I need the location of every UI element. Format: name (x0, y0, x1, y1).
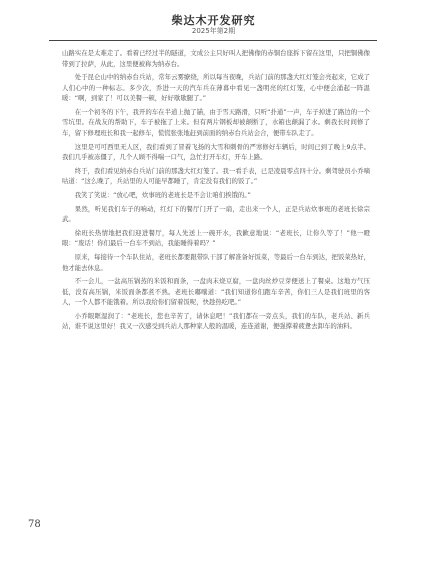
journal-title: 柴达木开发研究 (171, 14, 256, 27)
body-paragraph: 在一个初冬的下午，我开的车在半道上抛了锚，由于雪天路滑，只听“扑通”一声，车子掉进了路边的一个雪坑里。在战友的帮助下，车子被拖了上来。但有两片钢板却被颠断了，水箱也颠漏了水。剩我长时间修了车，留下修理班长和我一起修车，慌慌张张地赶到前面的纳赤台兵站会合，便带车队走了。 (62, 107, 370, 137)
body-paragraph: 不一会儿，一盆高压锅蒸的米饭和面条，一盘肉末烧豆腐，一盘肉丝炒豆芽便送上了餐桌。这地方气压低，没有高压锅，米饭面条都煮不熟。老班长嘟囔道：“我们知道你们跑车辛苦，你们三人是我们班里的客人，一个人都不能饿着。所以我给你们留着饭呢，快趁热吃吧。” (62, 277, 370, 307)
body-paragraph: 山路实在是太难走了。看着已经过半的隧道，文成公主只好叫人把佛像的赤铜台座拆下留在这里，只把铜佛像带到了拉萨，从此，这里便被称为纳赤台。 (62, 49, 370, 68)
body-paragraph: 果然，听见我们车子的响动，红灯下的餐厅门开了一扇，走出来一个人，正是兵站炊事班的老班长徐宗武。 (62, 204, 370, 224)
body-paragraph: 终于，我们看见纳赤台兵站门前的那盏大红灯笼了。我一看手表，已是凌晨零点四十分。剩驾驶员小乔嘀咕道：“这么晚了，兵站里的人可能早都睡了，肯定没有我们的饭了。” (62, 166, 370, 186)
page-number: 78 (28, 519, 41, 530)
body-paragraph: 小乔眼眶湿润了：“老班长，您也辛苦了，请休息吧！”我们都在一旁点头，我们的车队，老兵站、新兵站，谁不说这里好！我又一次感受到兵站人那种家人般的温暖，连连道谢，便强撑着疲惫去卸车的油料。 (62, 311, 370, 331)
body-paragraph: 这里是可可西里无人区，我们看到了冒着飞扬的大雪和刺骨的严寒修好车辆后，时间已到了晚上9点半。我们几乎被冻僵了，几个人顾不得喘一口气，急忙打开车灯，开车上路。 (62, 142, 370, 162)
body-paragraph: 原来，每接待一个车队住站，老班长都要跟带队干部了解准备好饭菜，等最后一台车到达，把饭菜热好，他才能去休息。 (62, 253, 370, 272)
body-paragraph: 我笑了笑说：“放心吧，炊事班的老班长是不会让咱们挨饿的。” (74, 190, 251, 199)
header-divider (49, 40, 377, 41)
running-header (0, 14, 427, 36)
article-body (62, 48, 370, 335)
body-paragraph: 处于昆仑山中的纳赤台兵站，常年云雾缭绕，所以每当夜晚，兵站门前的那盏大红灯笼会亮起来，它成了人们心中的一种标志。多少次，乔进一天的汽车兵在薄暮中看见一盏明亮的红灯笼，心中便会涌起一阵温暖：“啊，到家了！可以美餐一顿，好好歇歇腿了。” (62, 73, 370, 103)
body-paragraph: 徐班长热情地把我们迎进餐厅，每人先送上一碗开水，我歉意地说：“老班长，让你久等了！”他一瞪眼：“废话！你们最后一台车不到站，我能睡得着吗？” (62, 228, 370, 248)
journal-issue: 2025年第2期 (191, 27, 236, 35)
